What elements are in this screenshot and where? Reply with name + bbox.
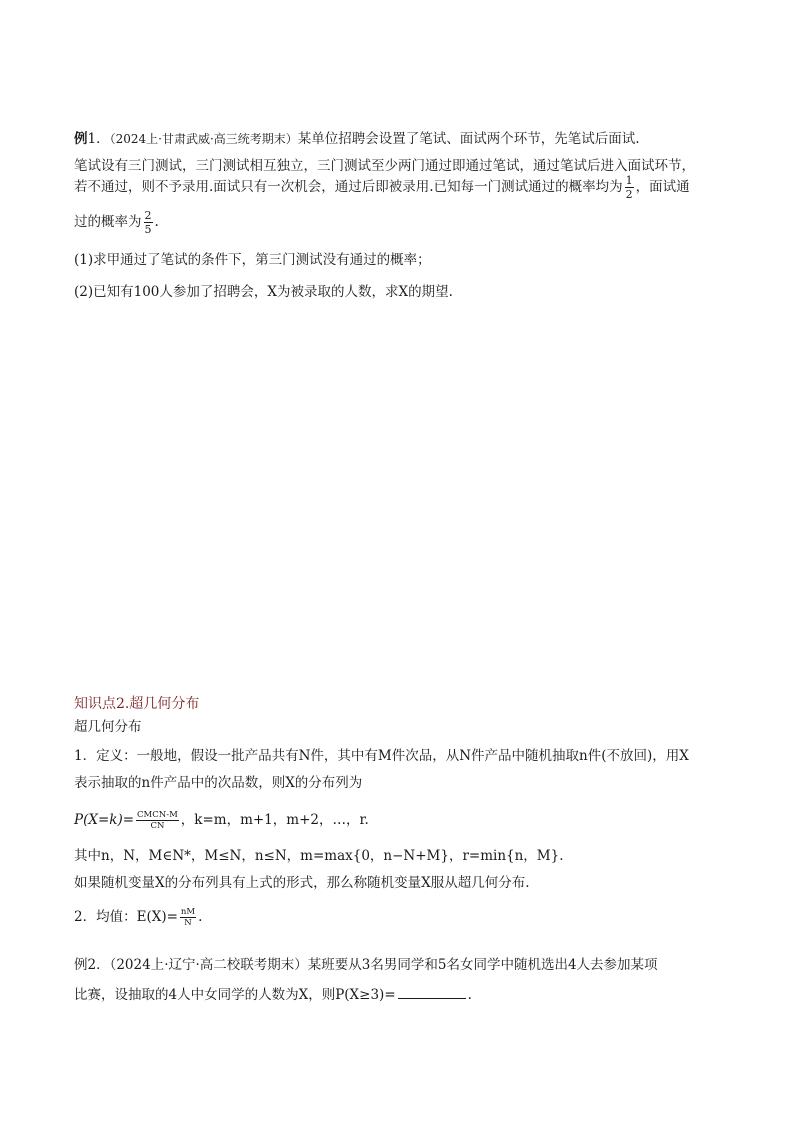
- distribution-formula: [74, 800, 369, 840]
- fraction-one-half: [625, 175, 634, 200]
- combination-denominator: CN: [150, 821, 165, 831]
- example1-line1: [74, 129, 640, 149]
- formula-conditions: 其中n，N，M∈N*，M≤N，n≤N，m=max{0，n−N+M}，r=min{n，M}.: [74, 848, 564, 864]
- combination-numerator: CMCN-M: [137, 809, 178, 820]
- example1-line3: [74, 171, 690, 203]
- example1-source: （2024上·甘肃武威·高三统考期末）: [109, 132, 298, 146]
- example1-number: 1．: [87, 131, 110, 147]
- combination-fraction: [136, 811, 179, 831]
- example2-line2-post: .: [467, 987, 472, 1003]
- knowledge-subtitle: 超几何分布: [74, 719, 142, 735]
- example1-question2: (2)已知有100人参加了招聘会，X为被录取的人数，求X的期望.: [74, 284, 453, 300]
- formula-lhs: P(X=k)=: [74, 812, 135, 828]
- mean-numerator: nM: [180, 906, 196, 917]
- example1-line4: [74, 205, 159, 239]
- fraction-numerator: 1: [625, 174, 633, 187]
- formula-rhs: ，k=m，m+1，m+2，…，r.: [180, 812, 369, 828]
- fraction-denominator: 5: [144, 223, 152, 236]
- fraction-two-fifths: [144, 210, 153, 235]
- example1-line4-post: .: [154, 214, 159, 230]
- knowledge-point-title: 知识点2.超几何分布: [74, 696, 200, 712]
- mean-formula: [74, 899, 202, 935]
- example1-line3-post: ，面试通: [635, 179, 690, 195]
- example1-question1: (1)求甲通过了笔试的条件下，第三门测试没有通过的概率；: [74, 252, 431, 268]
- example1-line4-pre: 过的概率为: [74, 214, 142, 230]
- example2-line2-pre: 比赛，设抽取的4人中女同学的人数为X，则P(X≥3)=: [74, 987, 396, 1003]
- definition-conclusion: 如果随机变量X的分布列具有上式的形式，那么称随机变量X服从超几何分布.: [74, 875, 530, 891]
- mean-lhs: 2．均值：E(X)=: [74, 909, 178, 925]
- example2-line1: 例2．（2024上·辽宁·高二校联考期末）某班要从3名男同学和5名女同学中随机选出4人去参加某项: [74, 957, 658, 973]
- mean-fraction: [180, 908, 196, 928]
- example1-line3-pre: 若不通过，则不予录用.面试只有一次机会，通过后即被录用.已知每一门测试通过的概率均为: [74, 179, 623, 195]
- fraction-denominator: 2: [625, 188, 633, 201]
- example2-line2: [74, 984, 472, 1005]
- example1-label: 例: [74, 131, 88, 147]
- fraction-numerator: 2: [144, 209, 152, 222]
- mean-denominator: N: [184, 918, 192, 928]
- example1-line1-text: 某单位招聘会设置了笔试、面试两个环节，先笔试后面试.: [297, 131, 640, 147]
- example1-line2: 笔试设有三门测试，三门测试相互独立，三门测试至少两门通过即通过笔试，通过笔试后进入面试环节，: [74, 158, 695, 174]
- answer-blank[interactable]: [398, 984, 466, 999]
- definition-line1: 1．定义：一般地，假设一批产品共有N件，其中有M件次品，从N件产品中随机抽取n件(不放回)，用X: [74, 748, 689, 764]
- definition-line2: 表示抽取的n件产品中的次品数，则X的分布列为: [74, 775, 363, 791]
- mean-rhs: .: [198, 909, 203, 925]
